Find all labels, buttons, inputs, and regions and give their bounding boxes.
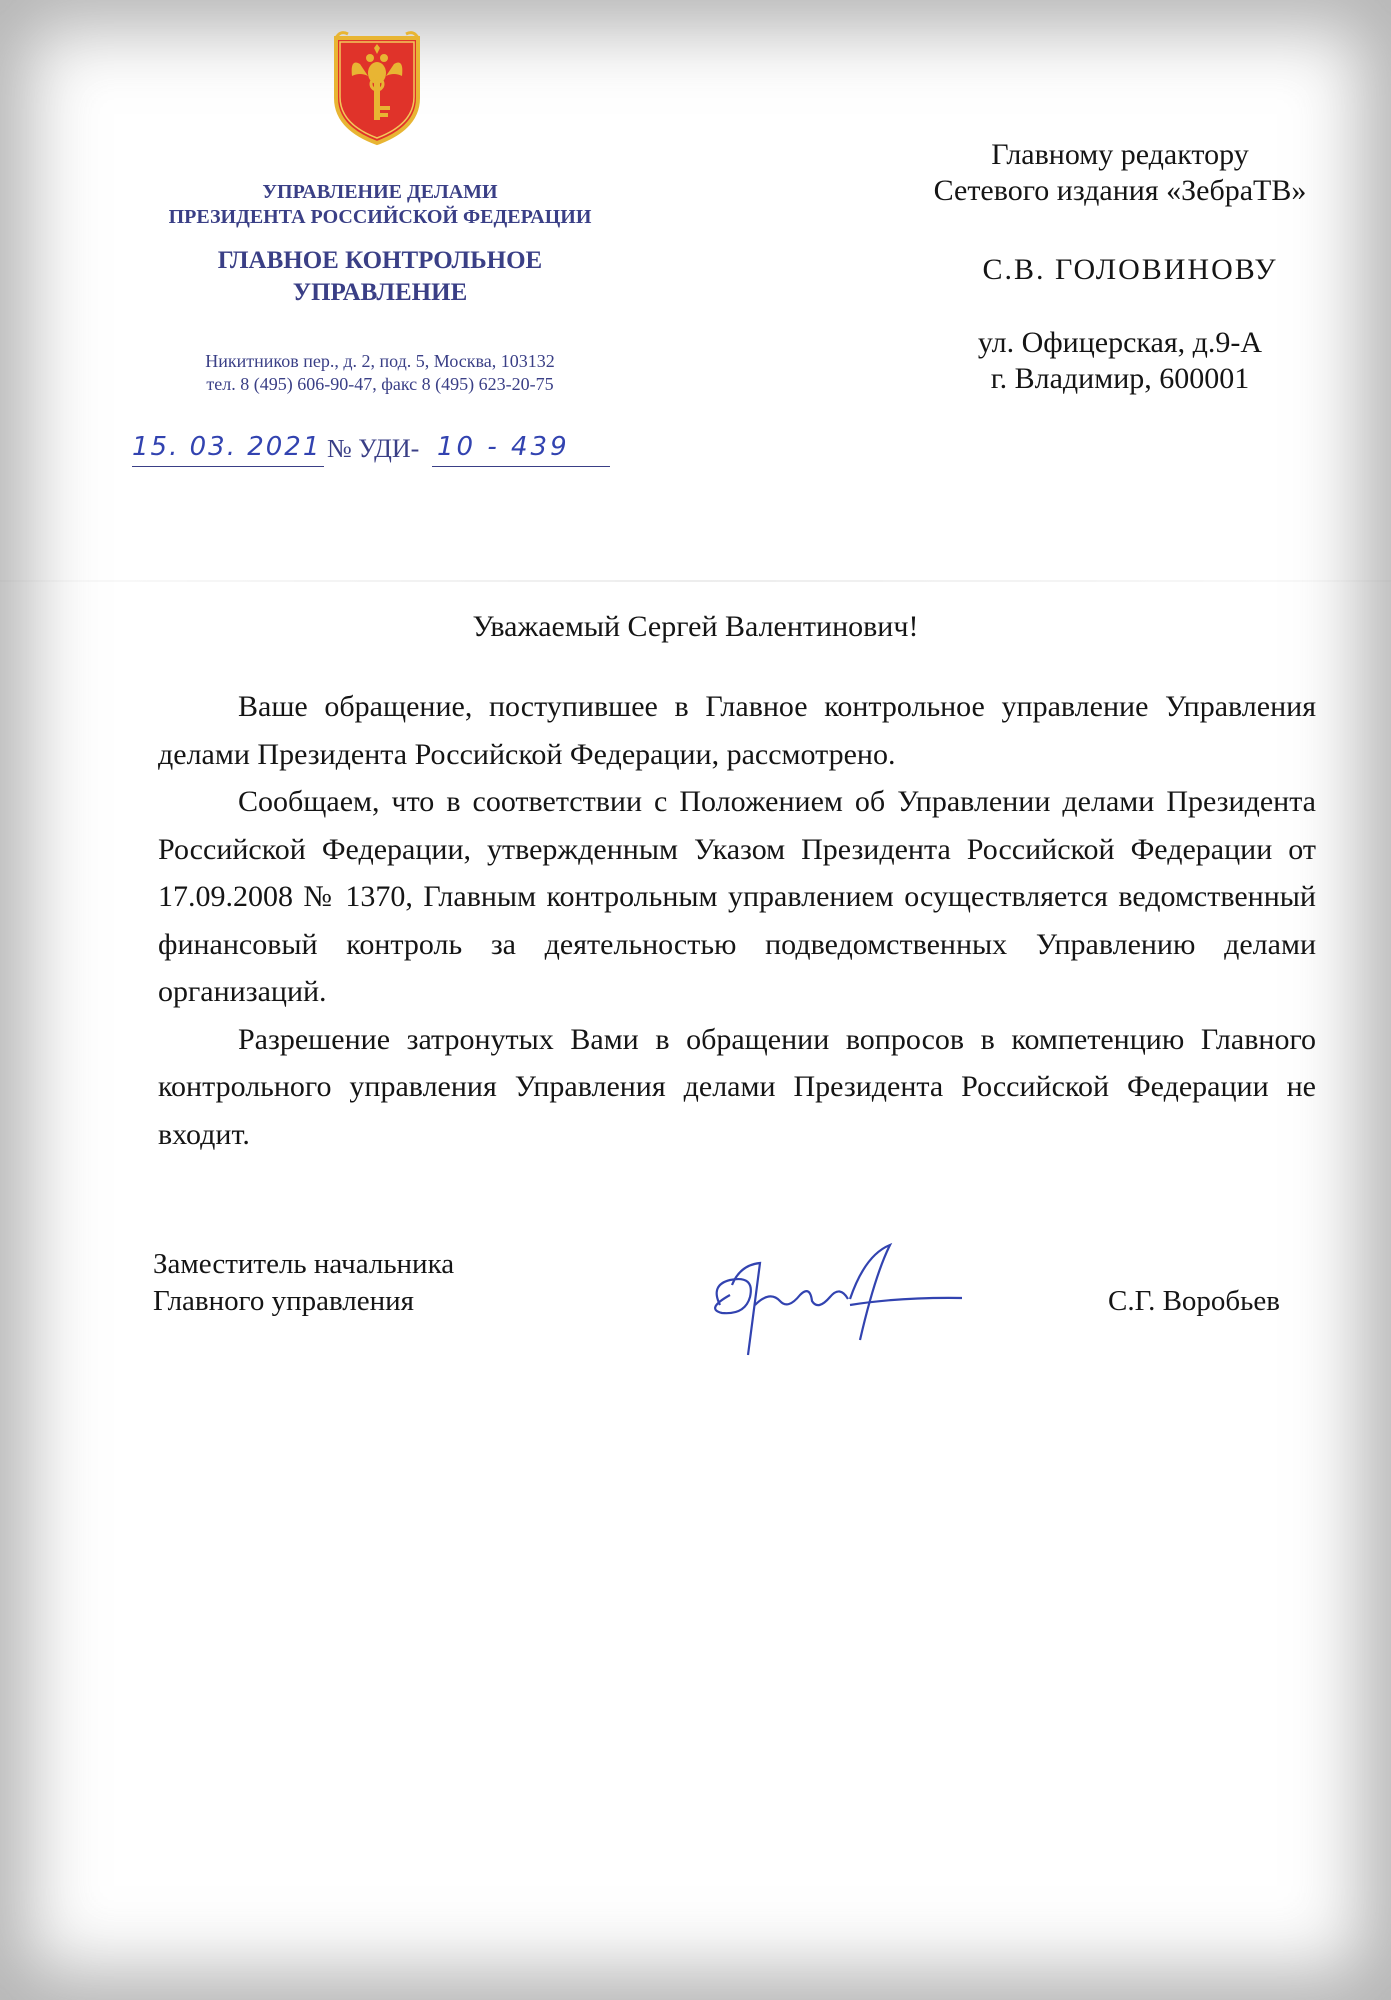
paper-fold-line [0,580,1391,582]
double-headed-eagle-key-emblem-icon [330,28,424,146]
dept-name [130,245,630,309]
org-name-line2: ПРЕЗИДЕНТА РОССИЙСКОЙ ФЕДЕРАЦИИ [168,206,592,228]
recipient-line1: Главному редактору [991,138,1249,171]
recipient-address [880,325,1360,397]
salutation: Уважаемый Сергей Валентинович! [472,610,919,643]
signatory-title-line2: Главного управления [153,1285,414,1317]
org-name-line1: УПРАВЛЕНИЕ ДЕЛАМИ [262,181,498,203]
recipient-position [880,137,1360,209]
org-phone: тел. 8 (495) 606-90-47, факс 8 (495) 623-20-75 [206,374,554,394]
signatory-title [153,1246,454,1320]
body-paragraph-2: Сообщаем, что в соответствии с Положением об Управлении делами Президента Российской Федерации, утвержденным Указом Президента Российской Федерации от 17.09.2008 № 1370, Главным контрольным управлением осуществляется ведомственный финансовый контроль за деятельностью подведомственных Управлению делами организаций. [158,785,1316,1008]
dept-name-line2: УПРАВЛЕНИЕ [292,279,468,306]
body-paragraph-3: Разрешение затронутых Вами в обращении вопросов в компетенцию Главного контрольного управления Управления делами Президента Российской Федерации не входит. [158,1022,1316,1151]
handwritten-registration-number: 10 - 439 [437,432,570,462]
dept-name-line1: ГЛАВНОЕ КОНТРОЛЬНОЕ [217,247,543,274]
registration-number-label: № УДИ- [327,434,420,463]
recipient-address-line1: ул. Офицерская, д.9-А [977,326,1263,359]
org-address: Никитников пер., д. 2, под. 5, Москва, 103132 [205,351,555,371]
org-name [130,180,630,230]
date-underline [132,466,324,467]
registration-line [132,432,612,472]
org-contacts [130,350,630,396]
body-paragraph-1: Ваше обращение, поступившее в Главное контрольное управление Управления делами Президента Российской Федерации, рассмотрено. [158,690,1316,771]
letter-body [158,683,1316,1158]
handwritten-date: 15. 03. 2021 [132,432,322,462]
recipient-line2: Сетевого издания «ЗебраТВ» [933,174,1307,207]
signatory-name: С.Г. Воробьев [1108,1285,1280,1317]
recipient-name: С.В. ГОЛОВИНОВУ [982,253,1278,286]
recipient-address-line2: г. Владимир, 600001 [990,362,1250,395]
signatory-title-line1: Заместитель начальника [153,1248,455,1280]
number-underline [432,466,610,467]
handwritten-signature-icon [700,1235,970,1375]
